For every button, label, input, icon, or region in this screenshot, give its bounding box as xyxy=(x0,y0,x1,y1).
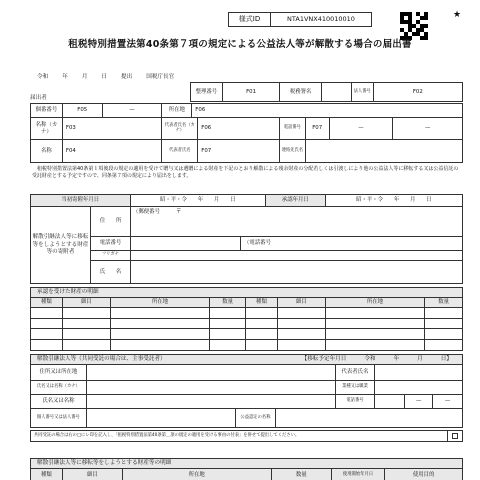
qr-code-icon xyxy=(400,12,428,40)
rep-name-value[interactable]: F07 xyxy=(198,140,280,163)
received-asset-cell[interactable] xyxy=(326,340,426,351)
tax-office-value[interactable] xyxy=(322,83,352,101)
date-bureau: 国税庁長官 xyxy=(146,74,175,80)
date-era: 令和 xyxy=(37,74,49,80)
donor-phone-row xyxy=(91,237,462,251)
received-asset-cell[interactable] xyxy=(31,329,63,339)
id-number-value[interactable]: F05 xyxy=(63,104,103,117)
filer-info-table xyxy=(30,103,463,163)
succ-cert-label: 公益認定の名称 xyxy=(236,409,276,427)
received-asset-cell[interactable] xyxy=(210,329,246,339)
received-asset-cell[interactable] xyxy=(111,329,211,339)
date-year: 年 xyxy=(62,74,68,80)
successor-row-4 xyxy=(31,409,462,427)
date-submitted: 提出 xyxy=(121,74,133,80)
kana-name-value[interactable]: F03 xyxy=(63,118,163,139)
transfer-date-era: 令和 xyxy=(364,356,376,363)
received-asset-cell[interactable] xyxy=(210,319,246,329)
received-asset-cell[interactable] xyxy=(278,340,326,351)
received-asset-cell[interactable] xyxy=(111,319,211,329)
donor-phone-label: 電話番号 xyxy=(91,237,131,250)
kana-name-label: 名称（カナ） xyxy=(31,118,63,139)
transfer-date-year: 年 xyxy=(393,356,400,363)
location-value[interactable]: F06 xyxy=(195,107,206,114)
succ-address-value[interactable] xyxy=(87,365,336,380)
successor-header xyxy=(31,355,462,365)
succ-rep-value[interactable] xyxy=(375,365,462,380)
received-asset-cell[interactable] xyxy=(278,329,326,339)
received-asset-cell[interactable] xyxy=(278,319,326,329)
id-number-dash: — xyxy=(103,104,163,117)
applicant-label: 届出者 xyxy=(30,95,47,101)
successor-row-2 xyxy=(31,381,462,395)
received-asset-cell[interactable] xyxy=(210,308,246,318)
received-asset-cell[interactable] xyxy=(326,329,426,339)
col-kind-1: 種類 xyxy=(31,298,63,307)
succ-phone-dash-2: — xyxy=(444,398,451,405)
contact-label: 連絡先氏名 xyxy=(280,140,306,163)
received-asset-cell[interactable] xyxy=(246,340,278,351)
received-asset-row xyxy=(31,340,462,351)
succ-address-label: 住所又は所在地 xyxy=(31,365,87,380)
succ-phone-dash-1: — xyxy=(405,395,433,408)
joint-trust-text: 共同受託の場合は右の□にレ印を記入し、「租税特別措置法第40条第＿項の規定の適用を受ける事由の付表」を併せて提出してください。 xyxy=(31,431,448,441)
phone-value[interactable]: F07 xyxy=(306,118,330,139)
contact-value[interactable] xyxy=(306,140,462,163)
received-asset-cell[interactable] xyxy=(63,319,111,329)
received-asset-cell[interactable] xyxy=(63,340,111,351)
transfer-date-month: 月 xyxy=(417,356,423,363)
successor-header-label: 解散引継法人等（共同受託の場合は、主事受託者） xyxy=(37,356,166,363)
donor-body xyxy=(31,207,462,284)
succ-industry-label: 業種又は職業 xyxy=(336,381,376,394)
donor-phone-spacer xyxy=(131,237,241,250)
received-asset-cell[interactable] xyxy=(111,340,211,351)
received-assets-header: 承認を受けた財産の明細 xyxy=(31,288,462,298)
received-asset-cell[interactable] xyxy=(31,319,63,329)
approval-date-label: 承認年月日 xyxy=(266,195,326,206)
succ-id-label: 個人番号又は法人番号 xyxy=(31,409,87,427)
donor-kana-value[interactable] xyxy=(131,251,462,260)
donation-date-label: 当初寄附年月日 xyxy=(31,195,131,206)
rep-kana-label: 代表者氏名（カナ） xyxy=(162,118,198,139)
donor-kana-row xyxy=(91,251,462,261)
transfer-date-group xyxy=(302,356,452,362)
donor-name-row xyxy=(91,261,462,283)
form-title: 租税特別措置法第40条第７項の規定による公益法人等が解散する場合の届出書 xyxy=(68,39,412,50)
donor-address-value[interactable]: （郵便番号 〒 xyxy=(133,209,182,215)
received-asset-cell[interactable] xyxy=(111,308,211,318)
received-asset-row xyxy=(31,329,462,340)
donor-kana-label: フリガナ xyxy=(91,251,131,260)
col-qty-1: 数量 xyxy=(210,298,246,307)
col-detail-2: 細目 xyxy=(278,298,326,307)
succ-phone-label: 電話番号 xyxy=(336,395,376,408)
donor-section-label: 解散引継法人等に移転等をしようとする財産等の寄附者 xyxy=(31,207,91,284)
filer-row-3 xyxy=(31,140,462,163)
donor-name-value[interactable] xyxy=(131,261,462,283)
col-detail-1: 細目 xyxy=(63,298,111,307)
submission-date-line xyxy=(37,74,174,80)
legal-note: 租税特別措置法第40条第１項後段の規定の適用を受けて贈与又は遺贈による財産を下記のとおり解散による残余財産の分配若しくは引渡しにより他の公益法人等に移転する又は公益信託の受託財産とする予定ですので、同条第７項の規定により届出をします。 xyxy=(32,166,459,179)
received-assets-table xyxy=(30,287,463,351)
received-assets-rows xyxy=(31,308,462,350)
joint-trust-checkbox[interactable] xyxy=(448,431,462,441)
donor-table xyxy=(30,194,463,284)
succ-id-value[interactable] xyxy=(87,409,236,427)
location-label: 所在地 xyxy=(162,104,192,117)
donation-date-value[interactable]: 昭・平・令 年 月 日 xyxy=(131,195,266,206)
transfer-assets-header: 解散引継法人等に移転等をしようとする財産等の明細 xyxy=(31,459,462,469)
tax-office-label: 税務署名 xyxy=(280,83,322,101)
rep-name-label: 代表者氏名 xyxy=(162,140,198,163)
t-col-location: 所在地 xyxy=(123,469,272,480)
transfer-assets-col-header xyxy=(31,469,462,480)
corp-no-value[interactable]: F02 xyxy=(412,88,423,95)
received-asset-cell[interactable] xyxy=(278,308,326,318)
donor-phone-value[interactable]: （電話番号 xyxy=(244,240,271,247)
date-month: 月 xyxy=(81,74,88,80)
received-asset-cell[interactable] xyxy=(210,340,246,351)
received-asset-cell[interactable] xyxy=(326,308,426,318)
received-asset-cell[interactable] xyxy=(63,308,111,318)
corp-no-label: 法人番号 xyxy=(352,83,374,101)
date-day: 日 xyxy=(101,74,108,80)
succ-cert-value[interactable] xyxy=(276,409,462,427)
received-asset-cell[interactable] xyxy=(425,329,462,339)
phone-dash-1: — xyxy=(330,118,394,139)
t-col-detail: 細目 xyxy=(63,469,123,480)
col-kind-2: 種類 xyxy=(246,298,278,307)
donor-address-label: 住 所 xyxy=(91,207,131,236)
received-asset-cell[interactable] xyxy=(425,340,462,351)
ref-value[interactable]: F01 xyxy=(223,83,281,101)
tax-office-box xyxy=(190,82,463,102)
joint-trust-row xyxy=(30,430,463,442)
t-col-purpose: 使用目的 xyxy=(385,469,462,480)
form-id-label: 様式ID xyxy=(229,13,271,26)
name-label: 名称 xyxy=(31,140,63,163)
succ-kana-label: 氏名又は名称（カナ） xyxy=(31,381,87,394)
succ-kana-value[interactable] xyxy=(87,381,336,394)
succ-name-label: 氏名又は名称 xyxy=(31,395,87,408)
filer-row-2 xyxy=(31,118,462,140)
phone-label: 電話番号 xyxy=(280,118,306,139)
succ-name-value[interactable] xyxy=(87,395,336,408)
col-location-1: 所在地 xyxy=(111,298,211,307)
rep-kana-value[interactable]: F06 xyxy=(198,118,280,139)
received-asset-cell[interactable] xyxy=(246,329,278,339)
donor-name-label: 氏 名 xyxy=(91,261,131,283)
ref-label: 整理番号 xyxy=(191,83,223,101)
t-col-qty: 数量 xyxy=(272,469,332,480)
col-location-2: 所在地 xyxy=(326,298,426,307)
star-mark: ★ xyxy=(453,10,462,20)
received-asset-cell[interactable] xyxy=(326,319,426,329)
received-asset-row xyxy=(31,319,462,330)
transfer-date-day: 日】 xyxy=(440,356,452,363)
received-asset-cell[interactable] xyxy=(31,308,63,318)
form-id-box xyxy=(228,12,372,27)
donation-date-row xyxy=(31,195,462,207)
name-value[interactable]: F04 xyxy=(63,140,163,163)
successor-table xyxy=(30,354,463,428)
transfer-date-label: 【移転予定年月日 xyxy=(301,356,347,363)
col-qty-2: 数量 xyxy=(425,298,462,307)
received-asset-cell[interactable] xyxy=(31,340,63,351)
phone-dash-2: — xyxy=(424,125,431,132)
received-asset-cell[interactable] xyxy=(246,308,278,318)
transfer-assets-table xyxy=(30,458,463,480)
received-asset-row xyxy=(31,308,462,319)
succ-phone-1[interactable] xyxy=(375,395,405,408)
form-id-code: NTA1VNX410010010 xyxy=(287,14,355,23)
checkbox-icon xyxy=(452,433,458,439)
id-number-label: 個番番号 xyxy=(31,104,63,117)
received-assets-col-header xyxy=(31,298,462,308)
successor-row-1 xyxy=(31,365,462,381)
received-asset-cell[interactable] xyxy=(425,308,462,318)
received-asset-cell[interactable] xyxy=(63,329,111,339)
successor-row-3 xyxy=(31,395,462,409)
approval-date-value[interactable]: 昭・平・令 年 月 日 xyxy=(356,197,432,204)
received-asset-cell[interactable] xyxy=(246,319,278,329)
t-col-kind: 種類 xyxy=(31,469,63,480)
t-col-start: 使用開始年月日 xyxy=(332,469,386,480)
received-asset-cell[interactable] xyxy=(425,319,462,329)
succ-rep-label: 代表者氏名 xyxy=(336,365,376,380)
donor-address-row xyxy=(91,207,462,237)
filer-row-1 xyxy=(31,104,462,118)
succ-industry-value[interactable] xyxy=(375,381,462,394)
donor-fields xyxy=(91,207,462,284)
